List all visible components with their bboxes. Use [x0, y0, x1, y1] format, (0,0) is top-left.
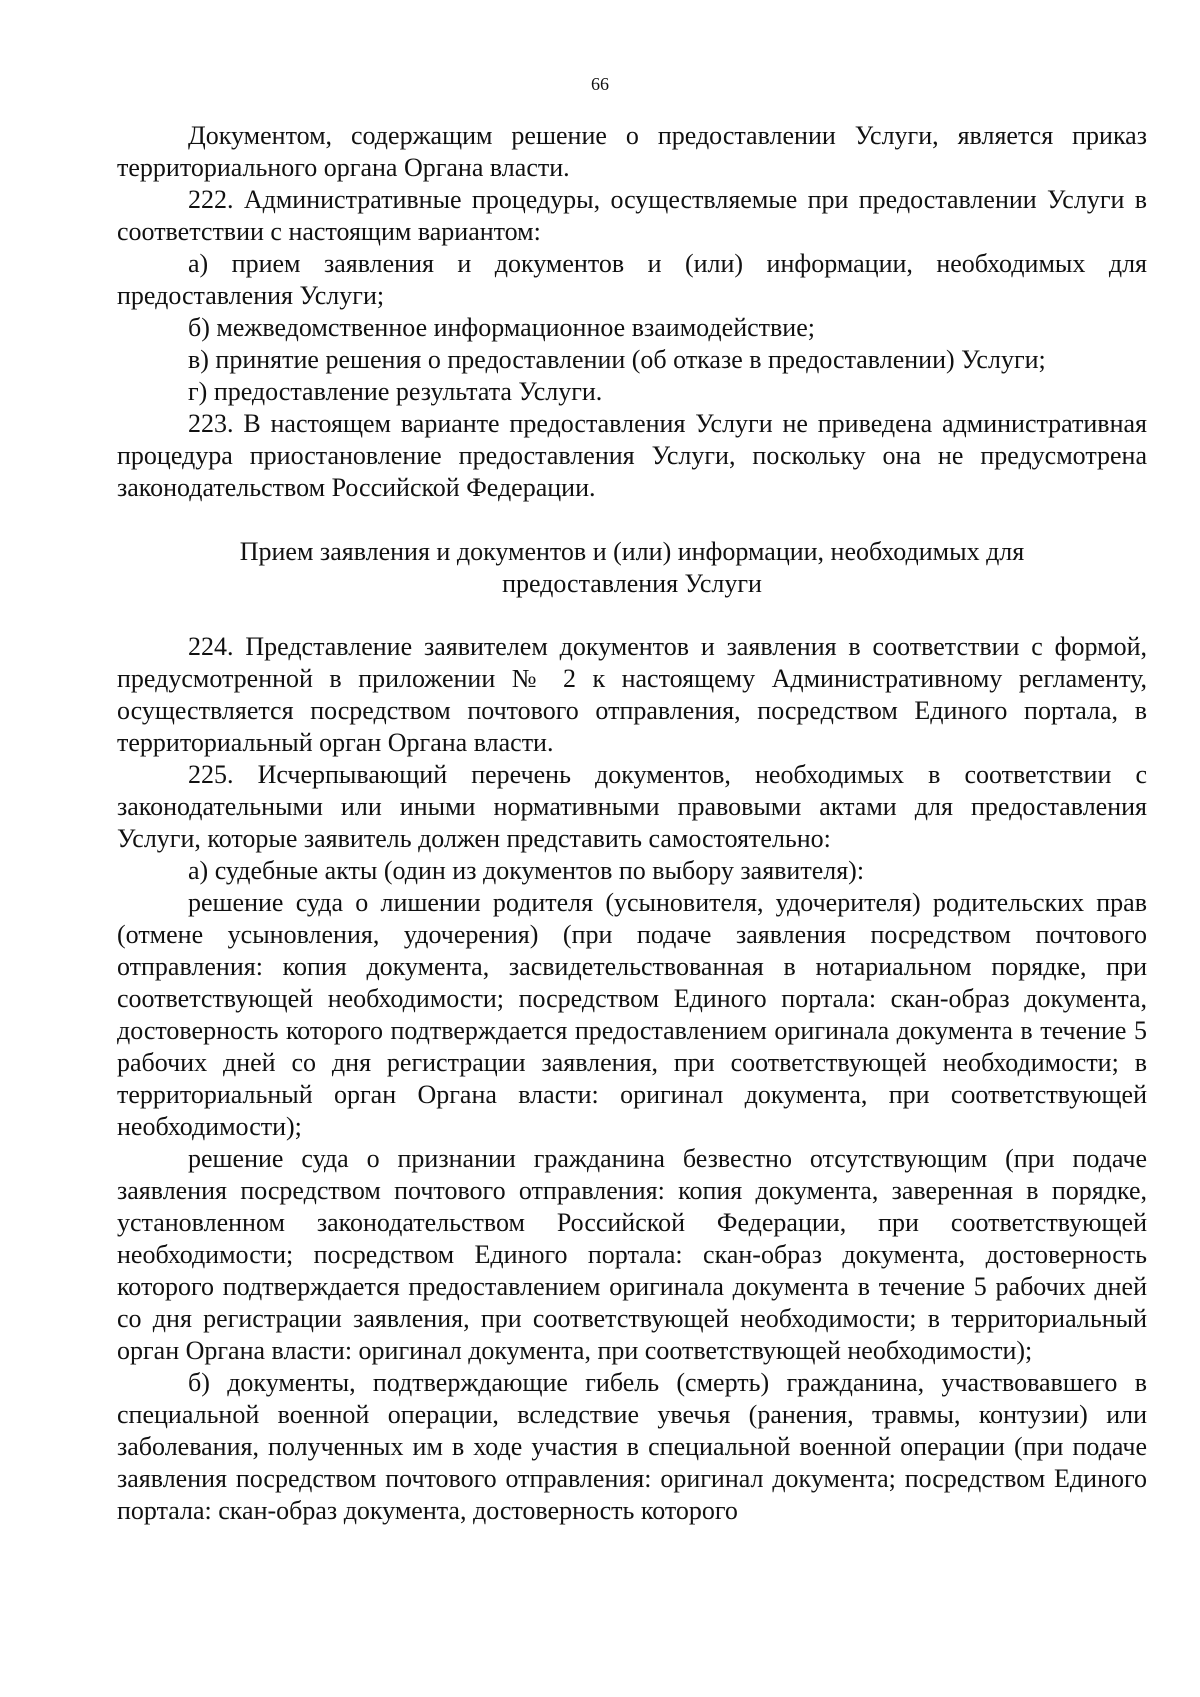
- list-item-222d: г) предоставление результата Услуги.: [188, 377, 603, 406]
- list-item-225a: а) судебные акты (один из документов по выбору заявителя):: [188, 856, 865, 885]
- paragraph-224: 224. Представление заявителем документов и заявления в соответствии с формой, предусмотренной в приложении № 2 к настоящему Административному регламенту, осуществляется посредством почтового отправления, посредством Единого портала, в территориальный орган Органа власти.: [117, 632, 1147, 757]
- paragraph-225: 225. Исчерпывающий перечень документов, необходимых в соответствии с законодательными или иными нормативными правовыми актами для предоставления Услуги, которые заявитель должен представить самостоятельно:: [117, 760, 1147, 853]
- court-decision-deprivation: решение суда о лишении родителя (усыновителя, удочерителя) родительских прав (отмене усыновления, удочерения) (при подаче заявления посредством почтового отправления: копия документа, засвидетельствованная в нотариальном порядке, при соответствующей необходимости; посредством Единого портала: скан-образ документа, достоверность которого подтверждается предоставлением оригинала документа в течение 5 рабочих дней со дня регистрации заявления, при соответствующей необходимости; в территориальный орган Органа власти: оригинал документа, при соответствующей необходимости);: [117, 888, 1147, 1141]
- list-item-225b: б) документы, подтверждающие гибель (смерть) гражданина, участвовавшего в специальной военной операции, вследствие увечья (ранения, травмы, контузии) или заболевания, полученных им в ходе участия в специальной военной операции (при подаче заявления посредством почтового отправления: оригинал документа; посредством Единого портала: скан-образ документа, достоверность которого: [117, 1368, 1147, 1525]
- paragraph-223: 223. В настоящем варианте предоставления Услуги не приведена административная процедура приостановление предоставления Услуги, поскольку она не предусмотрена законодательством Российской Федерации.: [117, 409, 1147, 502]
- list-item-222a: а) прием заявления и документов и (или) информации, необходимых для предоставления Услуги;: [117, 249, 1147, 310]
- list-item-222c: в) принятие решения о предоставлении (об отказе в предоставлении) Услуги;: [188, 345, 1046, 374]
- paragraph-decision-document: Документом, содержащим решение о предоставлении Услуги, является приказ территориального органа Органа власти.: [117, 121, 1147, 182]
- court-decision-missing-person: решение суда о признании гражданина безвестно отсутствующим (при подаче заявления посредством почтового отправления: копия документа, заверенная в порядке, установленном законодательством Российской Федерации, при соответствующей необходимости; посредством Единого портала: скан-образ документа, достоверность которого подтверждается предоставлением оригинала документа в течение 5 рабочих дней со дня регистрации заявления, при соответствующей необходимости; в территориальный орган Органа власти: оригинал документа, при соответствующей необходимости);: [117, 1144, 1147, 1365]
- paragraph-222: 222. Административные процедуры, осуществляемые при предоставлении Услуги в соответствии с настоящим вариантом:: [117, 185, 1147, 246]
- list-item-222b: б) межведомственное информационное взаимодействие;: [188, 313, 815, 342]
- page-number: 66: [591, 74, 609, 94]
- document-body: [117, 120, 1147, 1527]
- section-heading: Прием заявления и документов и (или) информации, необходимых для предоставления Услуги: [239, 537, 1025, 598]
